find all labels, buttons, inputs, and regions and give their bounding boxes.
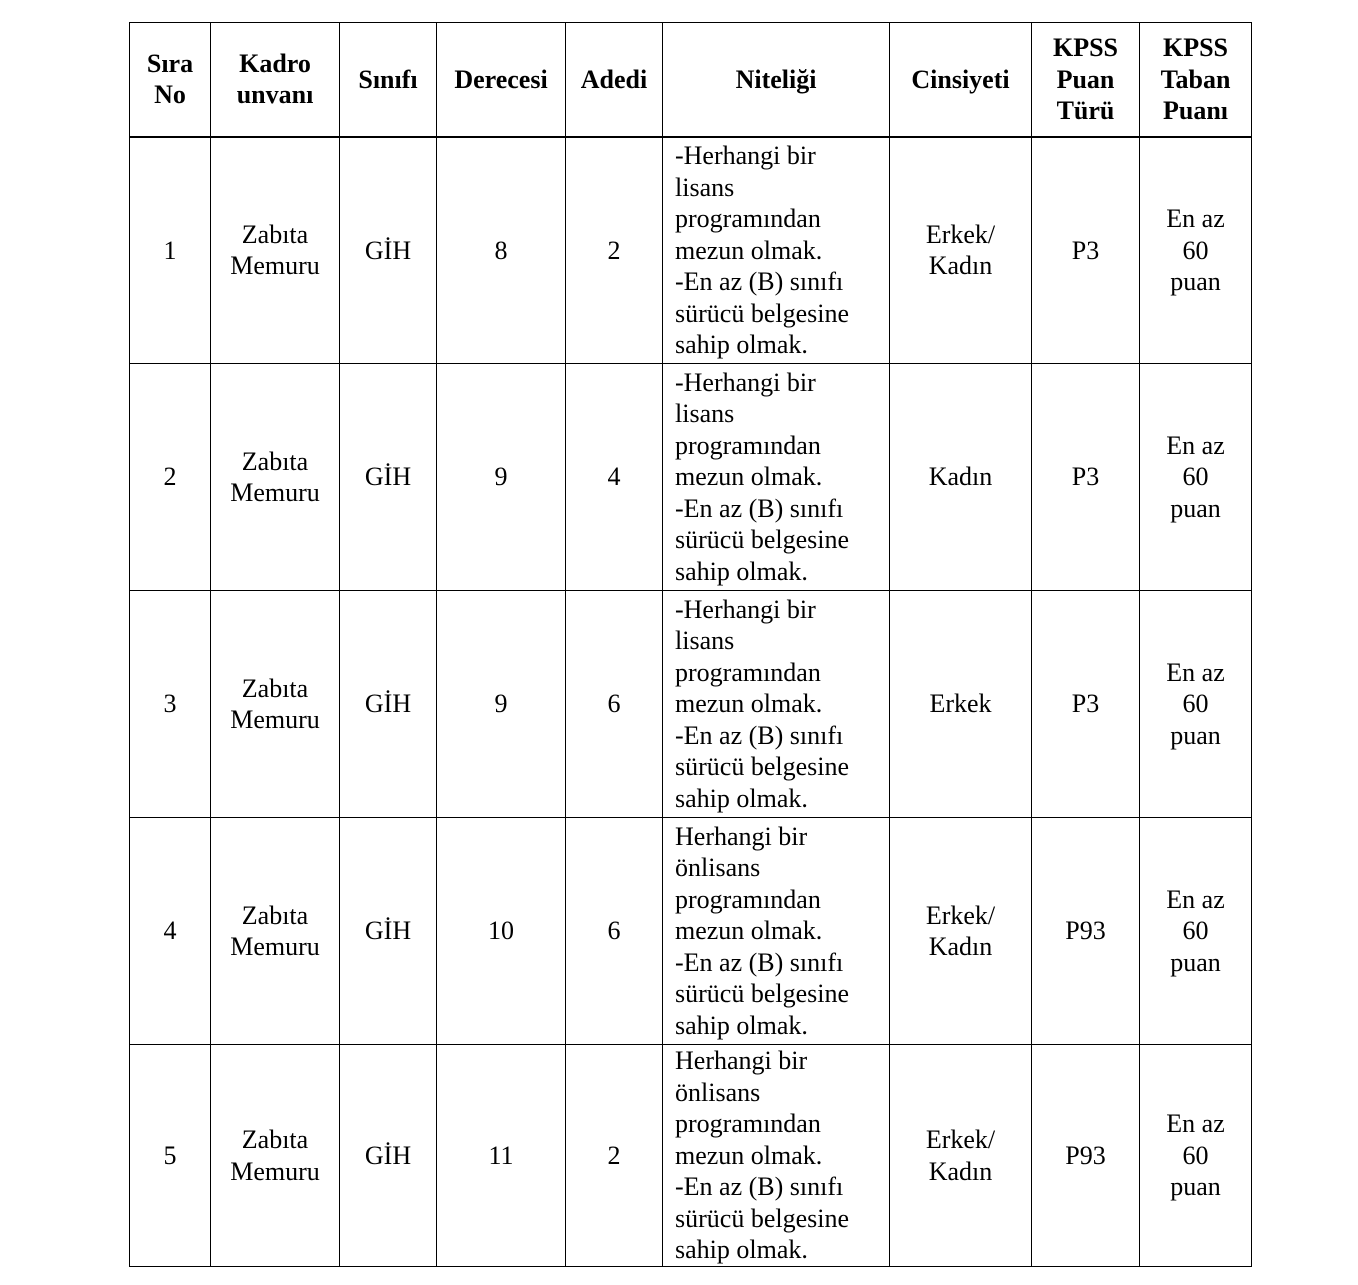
cell-niteligi-line: sahip olmak. xyxy=(675,556,808,586)
cell-adedi: 4 xyxy=(566,364,663,591)
table-body xyxy=(130,137,1252,1267)
cell-kadro-unvani-line: Memuru xyxy=(230,705,320,734)
cell-cinsiyeti-line: Erkek/ xyxy=(925,219,996,249)
cell-kadro-unvani-line: Memuru xyxy=(230,1156,320,1186)
cell-cinsiyeti-line: Erkek/ xyxy=(925,1125,996,1154)
cell-cinsiyeti xyxy=(890,137,1032,364)
cell-niteligi-line: sahip olmak. xyxy=(675,1235,808,1265)
cell-niteligi-line: sürücü belgesine xyxy=(675,752,850,782)
cell-adedi: 2 xyxy=(566,1045,663,1267)
cell-derecesi: 8 xyxy=(437,137,566,364)
cell-cinsiyeti-line: Kadın xyxy=(928,251,993,281)
cell-kpss-taban-puani-line: En az xyxy=(1166,430,1225,460)
header-adedi: Adedi xyxy=(566,23,663,137)
cell-kpss-taban-puani-line: 60 xyxy=(1182,1140,1209,1170)
cell-kadro-unvani-line: Memuru xyxy=(230,932,320,961)
header-kpss-puan-turu xyxy=(1032,23,1140,137)
cell-kadro-unvani xyxy=(211,1045,340,1267)
table-row xyxy=(130,137,1252,364)
cell-kpss-taban-puani-line: puan xyxy=(1170,1172,1221,1202)
table-row xyxy=(130,1045,1252,1267)
header-kpss-taban-puani xyxy=(1140,23,1252,137)
cell-niteligi-line: mezun olmak. xyxy=(675,916,823,946)
cell-kpss-taban-puani xyxy=(1140,818,1252,1045)
table-row xyxy=(130,591,1252,818)
cell-sira-no: 5 xyxy=(130,1045,211,1267)
cell-kpss-taban-puani xyxy=(1140,1045,1252,1267)
cell-sinifi: GİH xyxy=(340,137,437,364)
cell-niteligi-line: programından xyxy=(675,657,821,687)
cell-kpss-taban-puani xyxy=(1140,364,1252,591)
header-cinsiyeti: Cinsiyeti xyxy=(890,23,1032,137)
cell-cinsiyeti-line: Kadın xyxy=(928,462,993,492)
cell-derecesi: 11 xyxy=(437,1045,566,1267)
cell-niteligi-line: mezun olmak. xyxy=(675,462,823,492)
cell-kadro-unvani xyxy=(211,591,340,818)
cell-kadro-unvani-line: Zabıta xyxy=(241,1125,309,1154)
cell-niteligi-line: sürücü belgesine xyxy=(675,525,850,555)
cell-niteligi xyxy=(663,1045,890,1267)
cell-niteligi-line: -En az (B) sınıfı xyxy=(675,1172,844,1202)
cell-kadro-unvani xyxy=(211,137,340,364)
cell-derecesi: 9 xyxy=(437,364,566,591)
cell-kpss-puan-turu: P3 xyxy=(1032,591,1140,818)
cell-niteligi-line: lisans xyxy=(675,626,735,656)
cell-niteligi xyxy=(663,591,890,818)
cell-sinifi: GİH xyxy=(340,591,437,818)
cell-niteligi-line: sürücü belgesine xyxy=(675,1203,850,1233)
cell-niteligi-line: -Herhangi bir xyxy=(675,594,816,624)
header-kpss-puan-turu-line: Türü xyxy=(1056,96,1115,125)
cell-niteligi-line: mezun olmak. xyxy=(675,1140,823,1170)
cell-derecesi: 10 xyxy=(437,818,566,1045)
cell-cinsiyeti-line: Kadın xyxy=(928,932,993,961)
cell-niteligi xyxy=(663,818,890,1045)
header-kpss-puan-turu-line: KPSS xyxy=(1052,33,1119,62)
cell-niteligi-line: -En az (B) sınıfı xyxy=(675,493,844,523)
cell-niteligi-line: programından xyxy=(675,430,821,460)
kadro-table xyxy=(129,22,1252,1267)
cell-kpss-taban-puani-line: 60 xyxy=(1182,916,1209,946)
cell-niteligi xyxy=(663,364,890,591)
cell-kpss-taban-puani-line: puan xyxy=(1170,267,1221,296)
cell-kpss-taban-puani-line: puan xyxy=(1170,947,1221,977)
cell-adedi: 6 xyxy=(566,591,663,818)
header-kadro-unvani xyxy=(211,23,340,137)
cell-niteligi-line: sahip olmak. xyxy=(675,1010,808,1040)
cell-kpss-puan-turu: P3 xyxy=(1032,364,1140,591)
cell-niteligi-line: önlisans xyxy=(675,853,761,883)
cell-niteligi-line: Herhangi bir xyxy=(675,1046,808,1076)
cell-kpss-taban-puani-line: En az xyxy=(1166,204,1225,233)
header-sira-no-line: No xyxy=(154,80,186,110)
header-kpss-taban-puani-line: KPSS xyxy=(1162,33,1229,62)
header-sinifi: Sınıfı xyxy=(340,23,437,137)
header-niteligi: Niteliği xyxy=(663,23,890,137)
cell-cinsiyeti-line: Erkek/ xyxy=(925,900,996,930)
cell-niteligi-line: lisans xyxy=(675,172,735,202)
cell-niteligi-line: -Herhangi bir xyxy=(675,367,816,397)
cell-niteligi-line: Herhangi bir xyxy=(675,821,808,851)
cell-niteligi-line: -En az (B) sınıfı xyxy=(675,947,844,977)
header-sira-no xyxy=(130,23,211,137)
cell-kpss-taban-puani-line: 60 xyxy=(1182,462,1209,492)
cell-niteligi-line: sürücü belgesine xyxy=(675,979,850,1009)
cell-adedi: 2 xyxy=(566,137,663,364)
cell-cinsiyeti xyxy=(890,1045,1032,1267)
cell-kpss-taban-puani-line: En az xyxy=(1166,1109,1225,1139)
cell-cinsiyeti xyxy=(890,364,1032,591)
cell-kpss-puan-turu: P93 xyxy=(1032,818,1140,1045)
cell-cinsiyeti-line: Kadın xyxy=(928,1156,993,1186)
cell-niteligi-line: mezun olmak. xyxy=(675,235,823,265)
cell-kadro-unvani-line: Memuru xyxy=(230,251,320,281)
cell-niteligi-line: programından xyxy=(675,204,821,233)
cell-niteligi-line: -En az (B) sınıfı xyxy=(675,267,844,296)
cell-sinifi: GİH xyxy=(340,818,437,1045)
cell-kpss-taban-puani-line: puan xyxy=(1170,720,1221,750)
cell-adedi: 6 xyxy=(566,818,663,1045)
table-row xyxy=(130,364,1252,591)
cell-kadro-unvani-line: Zabıta xyxy=(241,219,309,249)
cell-kpss-taban-puani xyxy=(1140,137,1252,364)
cell-kadro-unvani-line: Zabıta xyxy=(241,673,309,703)
cell-kadro-unvani-line: Zabıta xyxy=(241,900,309,930)
cell-niteligi-line: programından xyxy=(675,1109,821,1139)
cell-kpss-taban-puani-line: En az xyxy=(1166,657,1225,687)
header-kpss-taban-puani-line: Taban xyxy=(1160,64,1231,94)
cell-kpss-puan-turu: P93 xyxy=(1032,1045,1140,1267)
header-row xyxy=(130,23,1252,137)
cell-sira-no: 3 xyxy=(130,591,211,818)
cell-sira-no: 1 xyxy=(130,137,211,364)
header-kadro-unvani-line: Kadro xyxy=(239,48,311,78)
cell-niteligi-line: -En az (B) sınıfı xyxy=(675,720,844,750)
header-sira-no-line: Sıra xyxy=(146,48,194,78)
cell-kpss-taban-puani-line: puan xyxy=(1170,493,1221,523)
cell-sira-no: 2 xyxy=(130,364,211,591)
header-kpss-puan-turu-line: Puan xyxy=(1056,64,1115,94)
cell-sira-no: 4 xyxy=(130,818,211,1045)
cell-niteligi-line: önlisans xyxy=(675,1077,761,1107)
cell-kpss-taban-puani-line: 60 xyxy=(1182,689,1209,719)
cell-sinifi: GİH xyxy=(340,1045,437,1267)
cell-niteligi xyxy=(663,137,890,364)
cell-cinsiyeti-line: Erkek xyxy=(929,689,992,719)
cell-kadro-unvani xyxy=(211,818,340,1045)
cell-kadro-unvani xyxy=(211,364,340,591)
cell-kpss-taban-puani xyxy=(1140,591,1252,818)
table-row xyxy=(130,818,1252,1045)
cell-niteligi-line: sahip olmak. xyxy=(675,330,808,359)
cell-niteligi-line: sürücü belgesine xyxy=(675,298,850,328)
cell-niteligi-line: mezun olmak. xyxy=(675,689,823,719)
cell-kadro-unvani-line: Memuru xyxy=(230,478,320,507)
cell-niteligi-line: programından xyxy=(675,884,821,914)
header-kadro-unvani-line: unvanı xyxy=(236,80,314,110)
cell-derecesi: 9 xyxy=(437,591,566,818)
cell-sinifi: GİH xyxy=(340,364,437,591)
cell-niteligi-line: lisans xyxy=(675,399,735,429)
cell-cinsiyeti xyxy=(890,818,1032,1045)
cell-kadro-unvani-line: Zabıta xyxy=(241,446,309,476)
header-kpss-taban-puani-line: Puanı xyxy=(1162,96,1229,125)
cell-niteligi-line: sahip olmak. xyxy=(675,783,808,813)
cell-kpss-puan-turu: P3 xyxy=(1032,137,1140,364)
cell-kpss-taban-puani-line: 60 xyxy=(1182,235,1209,265)
cell-cinsiyeti xyxy=(890,591,1032,818)
cell-niteligi-line: -Herhangi bir xyxy=(675,141,816,170)
cell-kpss-taban-puani-line: En az xyxy=(1166,884,1225,914)
header-derecesi: Derecesi xyxy=(437,23,566,137)
